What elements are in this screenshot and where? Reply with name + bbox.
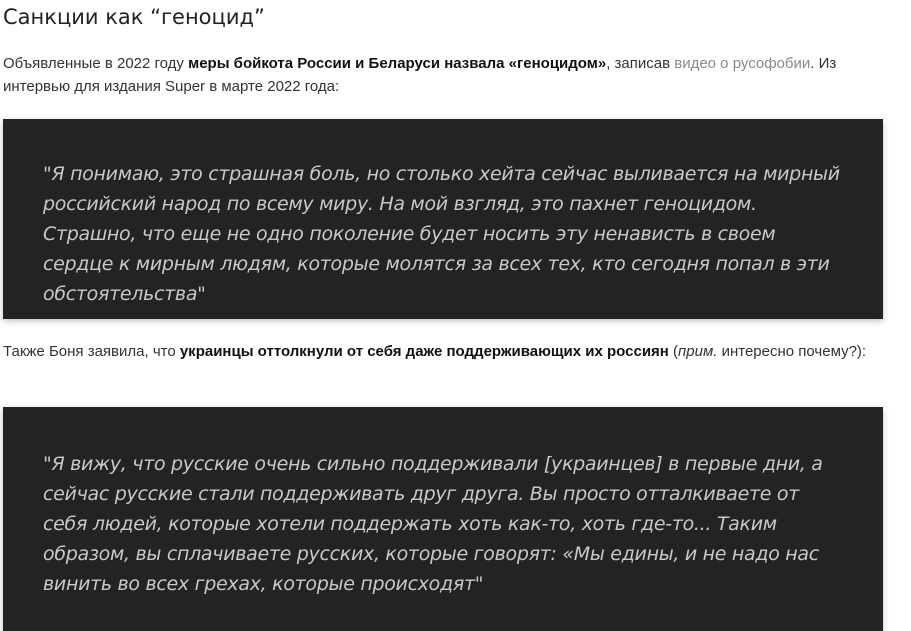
intro-text-3: . Из интервью для издания Super в марте 2022 года: [3,55,837,95]
intro-paragraph [3,52,895,98]
note-abbrev: прим. [678,343,718,360]
intro-text-1: Объявленные в 2022 году [3,55,189,72]
second-paragraph [3,340,895,363]
intro-text-2: , записав [606,55,675,72]
second-text-3: интересно почему?): [717,343,867,360]
quote-text-1: "Я понимаю, это страшная боль, но столько хейта сейчас выливается на мирный российский народ по всему миру. На мой взгляд, это пахнет геноцидом. Страшно, что еще не одно поколение будет носить эту ненависть в своем сердце к мирным людям, которые молятся за всех тех, кто сегодня попал в эти обстоятельства" [43,163,840,305]
quote-text-2: "Я вижу, что русские очень сильно поддерживали [украинцев] в первые дни, а сейчас русские стали поддерживать друг друга. Вы просто отталкиваете от себя людей, которые хотели поддержать хоть как-то, хоть где-то... Таким образом, вы сплачиваете русских, которые говорят: «Мы едины, и не надо нас винить во всех грехах, которые происходят" [43,453,823,595]
russophobia-video-link[interactable]: видео о русофобии [674,55,811,72]
second-bold-text: украинцы оттолкнули от себя даже поддерживающих их россиян [179,343,669,360]
intro-bold-text: меры бойкота России и Беларуси назвала «геноцидом» [188,55,607,72]
second-text-2: ( [668,343,679,360]
section-heading: Санкции как “геноцид” [3,5,265,29]
second-text-1: Также Боня заявила, что [3,343,180,360]
quote-block-2 [3,407,883,631]
quote-block-1 [3,119,883,319]
